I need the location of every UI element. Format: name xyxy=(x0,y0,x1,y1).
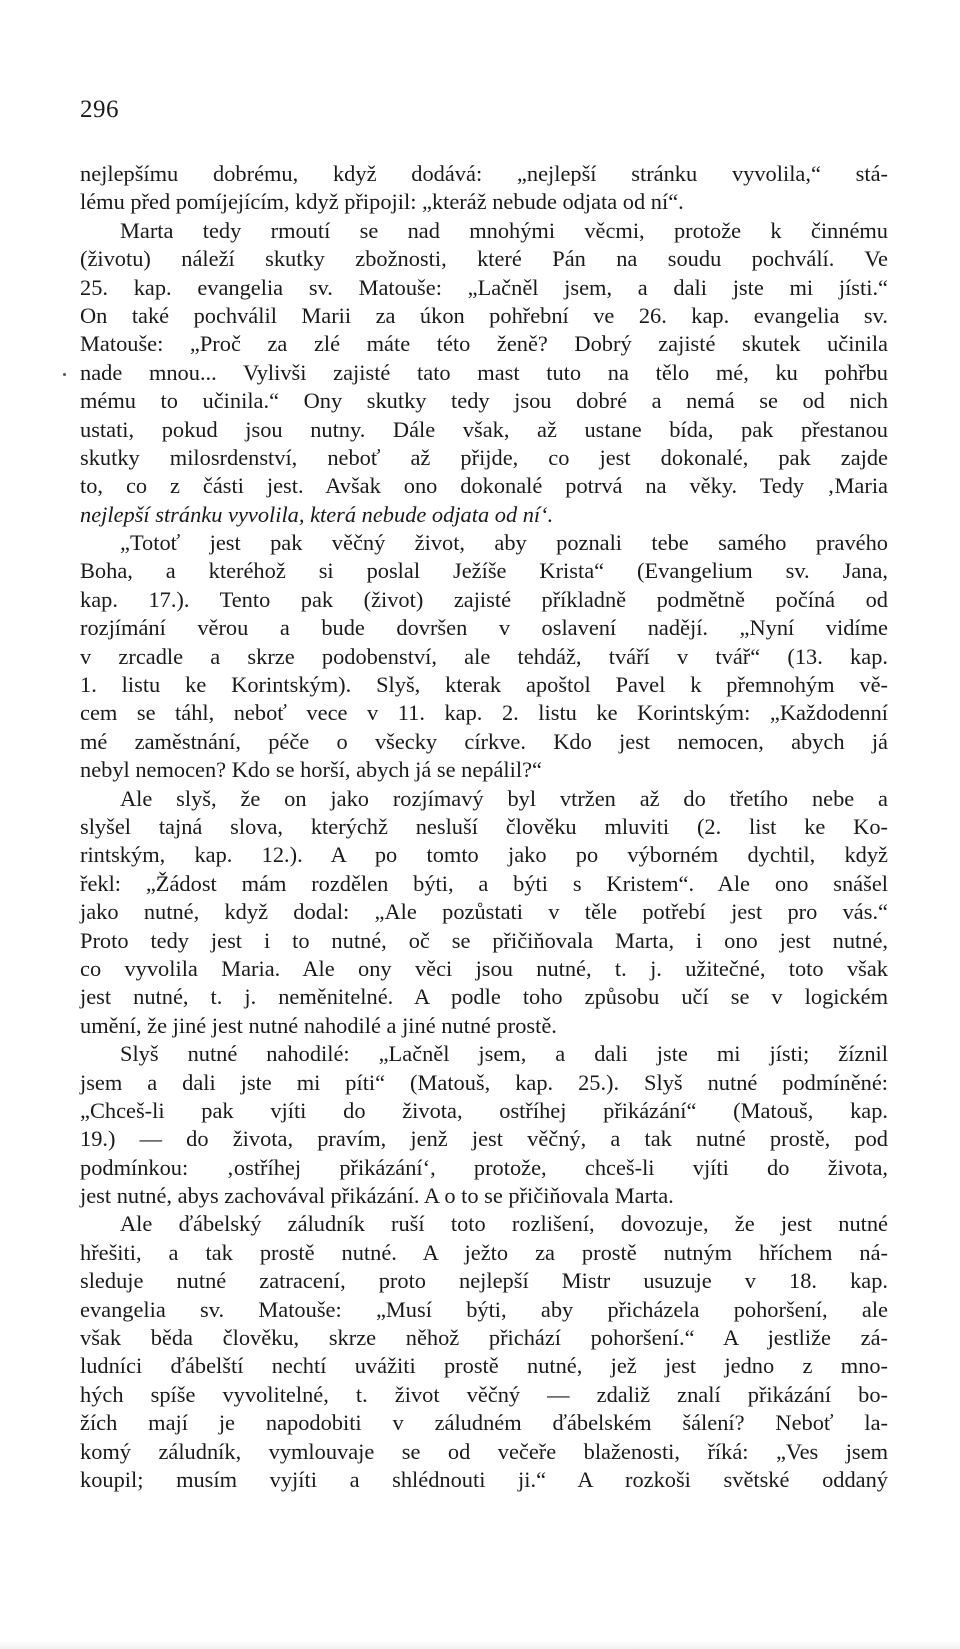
text-line: nejlepšímu dobrému, když dodává: „nejlepší stránku vyvolila,“ stá- xyxy=(80,161,888,186)
text-line: žích mají je napodobiti v záludném ďábelském šálení? Neboť la- xyxy=(80,1410,888,1436)
text-line: Marta tedy rmoutí se nad mnohými věcmi, protože k činnému xyxy=(120,217,888,243)
text-line: „Chceš-li pak vjíti do života, ostříhej přikázání“ (Matouš, kap. xyxy=(80,1097,888,1123)
text-line: mé zaměstnání, péče o všecky církve. Kdo jest nemocen, abych já xyxy=(80,728,888,754)
text-line: Ale ďábelský záludník ruší toto rozlišení, dovozuje, že jest nutné xyxy=(120,1211,888,1237)
text-line: rozjímání věrou a bude dovršen v oslavení nadějí. „Nyní vidíme xyxy=(80,615,888,641)
text-line: řekl: „Žádost mám rozdělen býti, a býti s Kristem“. Ale ono snášel xyxy=(80,870,888,896)
text-line: koupil; musím vyjíti a shlédnouti ji.“ A rozkoši světské oddaný xyxy=(80,1466,888,1492)
text-line: v zrcadle a skrze podobenství, ale tehdáž, tváří v tvář“ (13. kap. xyxy=(80,643,888,669)
body-text xyxy=(80,160,888,1494)
text-line: nebyl nemocen? Kdo se horší, abych já se nepálil?“ xyxy=(80,757,542,783)
text-line: lému před pomíjejícím, když připojil: „kteráž nebude odjata od ní“. xyxy=(80,189,684,215)
text-line: mému to učinila.“ Ony skutky tedy jsou dobré a nemá se od nich xyxy=(80,388,888,414)
text-line: rintským, kap. 12.). A po tomto jako po výborném dychtil, když xyxy=(80,842,888,868)
text-line: 1. listu ke Korintským). Slyš, kterak apoštol Pavel k přemnohým vě- xyxy=(80,672,888,698)
text-line: kap. 17.). Tento pak (život) zajisté příkladně podmětně počíná od xyxy=(80,586,888,612)
text-line: „Totoť jest pak věčný život, aby poznali tebe samého pravého xyxy=(120,530,888,556)
text-line: 19.) — do života, pravím, jenž jest věčný, a tak nutné prostě, pod xyxy=(80,1126,888,1152)
text-line: však běda člověku, skrze něhož přichází pohoršení.“ A jestliže zá- xyxy=(80,1325,888,1351)
page-number: 296 xyxy=(80,96,119,123)
text-line: On také pochválil Marii za úkon pohřební ve 26. kap. evangelia sv. xyxy=(80,302,888,328)
text-line: ludníci ďábelští nechtí uvážiti prostě nutné, jež jest jedno z mno- xyxy=(80,1353,888,1379)
text-line: jest nutné, t. j. neměnitelné. A podle toho způsobu učí se v logickém xyxy=(80,984,888,1010)
margin-mark xyxy=(63,373,66,376)
text-line: slyšel tajná slova, kterýchž nesluší člověku mluviti (2. list ke Ko- xyxy=(80,813,888,839)
text-line: nade mnou... Vylivši zajisté tato mast tuto na tělo mé, ku pohřbu xyxy=(80,359,888,385)
text-line: evangelia sv. Matouše: „Musí býti, aby přicházela pohoršení, ale xyxy=(80,1296,888,1322)
text-line: Slyš nutné nahodilé: „Lačněl jsem, a dali jste mi jísti; žíznil xyxy=(120,1041,888,1067)
text-line: nejlepší stránku vyvolila, která nebude odjata od ní‘. xyxy=(80,501,554,527)
text-line: Ale slyš, že on jako rozjímavý byl vtržen až do třetího nebe a xyxy=(120,785,888,811)
text-line: Matouše: „Proč za zlé máte této ženě? Dobrý zajisté skutek učinila xyxy=(80,331,888,357)
page-bottom-edge xyxy=(0,1641,960,1649)
text-line: 25. kap. evangelia sv. Matouše: „Lačněl jsem, a dali jste mi jísti.“ xyxy=(80,274,888,300)
text-line: Boha, a kteréhož si poslal Ježíše Krista“ (Evangelium sv. Jana, xyxy=(80,558,888,584)
text-line: skutky milosrdenství, neboť až přijde, co jest dokonalé, pak zajde xyxy=(80,444,888,470)
text-line: to, co z části jest. Avšak ono dokonalé potrvá na věky. Tedy ‚Maria xyxy=(80,473,888,499)
text-line: jest nutné, abys zachovával přikázání. A o to se přičiňovala Marta. xyxy=(80,1183,674,1209)
text-line: cem se táhl, neboť vece v 11. kap. 2. listu ke Korintským: „Každodenní xyxy=(80,700,888,726)
text-line: umění, že jiné jest nutné nahodilé a jiné nutné prostě. xyxy=(80,1012,557,1038)
text-line: komý záludník, vymlouvaje se od večeře blaženosti, říká: „Ves jsem xyxy=(80,1438,888,1464)
text-line: (životu) náleží skutky zbožnosti, které Pán na soudu pochválí. Ve xyxy=(80,246,888,272)
text-line: sleduje nutné zatracení, proto nejlepší Mistr usuzuje v 18. kap. xyxy=(80,1268,888,1294)
text-line: hřešiti, a tak prostě nutné. A ježto za prostě nutným hříchem ná- xyxy=(80,1239,888,1265)
text-line: podmínkou: ‚ostříhej přikázání‘, protože, chceš-li vjíti do života, xyxy=(80,1154,888,1180)
text-line: hých spíše vyvolitelné, t. život věčný — zdaliž znalí přikázání bo- xyxy=(80,1381,888,1407)
text-line: jako nutné, když dodal: „Ale pozůstati v těle potřebí jest pro vás.“ xyxy=(80,899,888,925)
text-line: Proto tedy jest i to nutné, oč se přičiňovala Marta, i ono jest nutné, xyxy=(80,927,888,953)
text-line: ustati, pokud jsou nutny. Dále však, až ustane bída, pak přestanou xyxy=(80,416,888,442)
text-line: jsem a dali jste mi píti“ (Matouš, kap. 25.). Slyš nutné podmíněné: xyxy=(80,1069,888,1095)
text-line: co vyvolila Maria. Ale ony věci jsou nutné, t. j. užitečné, toto však xyxy=(80,955,888,981)
